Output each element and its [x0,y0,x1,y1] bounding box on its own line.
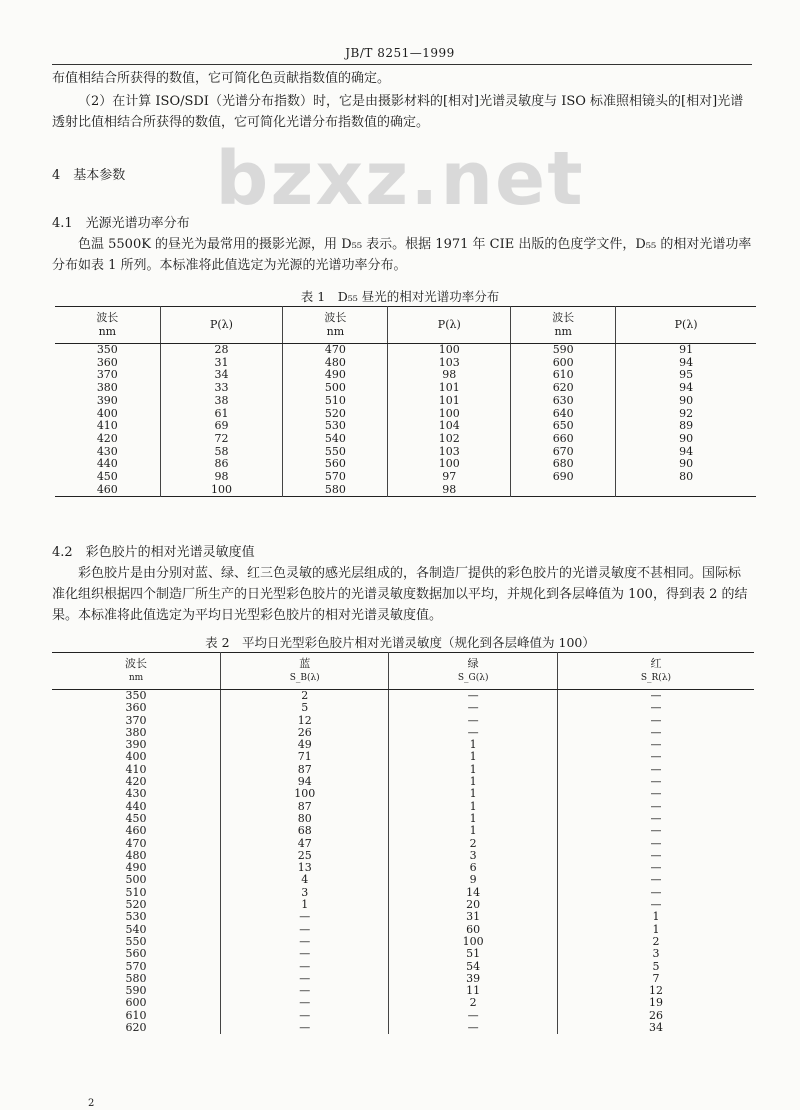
table-cell: 9 [389,874,557,886]
table-cell: 360 [125,701,147,715]
table-cell: 100 [388,344,511,357]
table-cell: 430 [96,444,118,458]
table-cell: — [220,948,388,960]
table-cell: 380 [96,381,118,395]
table-cell: 80 [616,471,756,484]
table-row [52,764,754,776]
table-cell: 630 [511,395,616,408]
table-row [55,420,756,433]
table-cell: — [220,911,388,923]
t1-h-unit: nm [326,325,345,338]
table-cell: 560 [125,947,147,961]
table-cell: 1 [389,776,557,788]
table-cell: 440 [125,799,147,813]
table-cell: 570 [125,959,147,973]
table-row [52,690,754,703]
table-cell: — [220,936,388,948]
table-cell: — [557,764,754,776]
table-row [52,739,754,751]
table-row [55,458,756,471]
table-cell: 90 [616,395,756,408]
table-cell: 1 [389,788,557,800]
table-cell: 25 [220,850,388,862]
table-cell: 34 [557,1022,754,1034]
table-cell: 31 [389,911,557,923]
table-cell: — [557,825,754,837]
table-cell: 520 [125,898,147,912]
table-cell: — [220,985,388,997]
table-cell: 370 [96,368,118,382]
table-cell: 470 [283,344,388,357]
table-cell: 3 [389,850,557,862]
table-cell: 1 [389,764,557,776]
t2-h-unit: nm [128,673,144,683]
table-cell: 440 [96,457,118,471]
table-cell: 86 [160,458,283,471]
t2-h-blue-sym: S_B(λ) [289,673,320,683]
table-cell: 33 [160,382,283,395]
table-cell: — [389,727,557,739]
t1-h-p: P(λ) [388,307,511,344]
table-cell: 95 [616,369,756,382]
table-cell [511,484,616,497]
section-4-heading: 4 基本参数 [52,168,126,183]
table-cell: 91 [616,344,756,357]
table-cell: 660 [511,433,616,446]
table-cell: 103 [388,446,511,459]
table-cell: 500 [283,382,388,395]
table-cell: — [220,924,388,936]
table-cell: 570 [283,471,388,484]
table-cell: 61 [160,408,283,421]
table-cell: 620 [511,382,616,395]
table-row [52,751,754,763]
table-row [52,1022,754,1034]
table-cell: 47 [220,838,388,850]
table-cell: 100 [388,458,511,471]
table-cell: 550 [283,446,388,459]
table-row [55,369,756,382]
table-cell: 580 [125,971,147,985]
table-row [52,936,754,948]
table-row [52,911,754,923]
table-cell: 520 [283,408,388,421]
table-cell: 2 [557,936,754,948]
table-2 [52,652,754,1034]
table-cell: 94 [616,382,756,395]
t2-h-green-sym: S_G(λ) [457,673,489,683]
t1-h-p: P(λ) [616,307,756,344]
table-cell: 470 [125,836,147,850]
table-cell: 90 [616,433,756,446]
table-cell: — [557,813,754,825]
table-row [52,702,754,714]
table-cell: 580 [283,484,388,497]
t1-h-wavelength: 波长 [324,311,347,324]
table-row [52,727,754,739]
table-cell: 71 [220,751,388,763]
table-row [52,961,754,973]
table-cell: 98 [160,471,283,484]
table-cell: — [557,739,754,751]
table-cell: 590 [125,984,147,998]
section-4-1-body: 色温 5500K 的昼光为最常用的摄影光源，用 D₅₅ 表示。根据 1971 年 CIE 出版的色度学文件，D₅₅ 的相对光谱功率分布如表 1 所列。本标准将此值选定为光源的光谱功率分布。 [52,237,752,273]
table-cell: 530 [125,910,147,924]
table-cell: 500 [125,873,147,887]
table-cell: 610 [125,1008,147,1022]
table-cell: — [557,887,754,899]
table-cell: 460 [96,482,118,496]
table-cell: — [220,1022,388,1034]
table-cell: 12 [557,985,754,997]
table-cell: 89 [616,420,756,433]
table-cell: 87 [220,801,388,813]
table-cell: 610 [511,369,616,382]
table-cell: 98 [388,369,511,382]
table-cell: 31 [160,357,283,370]
table-cell: 360 [96,355,118,369]
table-cell: 94 [616,357,756,370]
table-cell: — [557,838,754,850]
table-cell: 51 [389,948,557,960]
table-cell: 490 [125,861,147,875]
section-4-2-heading: 4.2 彩色胶片的相对光谱灵敏度值 [52,545,255,560]
table-cell: 3 [557,948,754,960]
table-cell: 690 [511,471,616,484]
table-cell: 6 [389,862,557,874]
table-cell: — [557,801,754,813]
t2-h-green: 绿 [467,657,479,670]
table-cell: 540 [283,433,388,446]
table-cell: 80 [220,813,388,825]
table-cell: 350 [125,689,147,702]
table-cell: 480 [125,848,147,862]
table-cell: — [557,727,754,739]
table-row [52,715,754,727]
table-cell: 600 [511,357,616,370]
table-row [55,433,756,446]
table-cell: 450 [125,811,147,825]
table-cell: 5 [557,961,754,973]
table-cell: — [389,1022,557,1034]
table-cell: 530 [283,420,388,433]
table-cell: 620 [125,1021,147,1035]
table-cell: 510 [283,395,388,408]
table-cell: — [389,702,557,714]
table-cell: — [389,715,557,727]
table-cell: 98 [388,484,511,497]
table-cell: 420 [125,775,147,789]
table-cell: 87 [220,764,388,776]
table-cell: 490 [283,369,388,382]
table-cell: 1 [389,801,557,813]
table-cell: 19 [557,997,754,1009]
table-cell: — [220,961,388,973]
table-cell: — [557,850,754,862]
table-cell: 390 [96,393,118,407]
table-cell: 410 [96,419,118,433]
table-row [55,484,756,497]
table-cell: 510 [125,885,147,899]
table-1 [55,306,756,497]
table-cell: — [557,776,754,788]
table-cell: — [220,1010,388,1022]
table-cell: 101 [388,395,511,408]
t2-h-wavelength: 波长 [124,657,147,670]
table-cell: 400 [125,750,147,764]
table-cell: 103 [388,357,511,370]
table-row [55,471,756,484]
table-cell: 92 [616,408,756,421]
table-cell: 2 [220,690,388,703]
table-cell: 640 [511,408,616,421]
table-cell: 97 [388,471,511,484]
table-cell: 410 [125,762,147,776]
table-row [52,997,754,1009]
table-cell: — [557,788,754,800]
table-cell: 13 [220,862,388,874]
page-number: 2 [88,1098,95,1109]
intro-line: 布值相结合所获得的数值，它可简化色贡献指数值的确定。 [52,71,391,86]
t2-h-red-sym: S_R(λ) [640,673,672,683]
t1-h-p: P(λ) [160,307,283,344]
table-cell: 1 [389,813,557,825]
table-cell: 54 [389,961,557,973]
table-cell: 350 [96,343,118,356]
table-row [52,862,754,874]
table-cell: 1 [389,825,557,837]
table-cell: — [220,997,388,1009]
table-row [55,408,756,421]
table-cell: 550 [125,934,147,948]
table-cell: 14 [389,887,557,899]
table-cell: 34 [160,369,283,382]
table-cell: 38 [160,395,283,408]
table-cell: 102 [388,433,511,446]
table-cell: 94 [616,446,756,459]
table-cell: 11 [389,985,557,997]
t1-h-wavelength: 波长 [96,311,119,324]
table-cell: 20 [389,899,557,911]
table-2-caption: 表 2 平均日光型彩色胶片相对光谱灵敏度（规化到各层峰值为 100） [205,635,595,650]
table-cell [616,484,756,497]
table-cell: 600 [125,996,147,1010]
table-cell: 100 [389,936,557,948]
table-cell: 26 [557,1010,754,1022]
table-cell: 69 [160,420,283,433]
table-cell: 1 [389,739,557,751]
table-cell: 90 [616,458,756,471]
table-cell: 390 [125,738,147,752]
table-row [52,899,754,911]
table-cell: 3 [220,887,388,899]
table-cell: — [220,973,388,985]
table-cell: 400 [96,406,118,420]
table-cell: — [557,862,754,874]
table-cell: 430 [125,787,147,801]
table-cell: 450 [96,470,118,484]
t2-h-red: 红 [650,657,662,670]
table-row [52,948,754,960]
document-header: JB/T 8251—1999 [345,46,455,60]
table-row [52,801,754,813]
table-cell: 58 [160,446,283,459]
table-cell: 420 [96,431,118,445]
section-4-2-body: 彩色胶片是由分别对蓝、绿、红三色灵敏的感光层组成的，各制造厂提供的彩色胶片的光谱灵敏度不甚相同。国际标准化组织根据四个制造厂所生产的日光型彩色胶片的光谱灵敏度数据加以平均，并规化到各层峰值为 100，得到表 2 的结果。本标准将此值选定为平均日光型彩色胶片的相对光谱灵敏度值。 [52,566,748,623]
table-cell: 72 [160,433,283,446]
table-cell: 1 [220,899,388,911]
table-cell: — [557,874,754,886]
table-cell: 28 [160,344,283,357]
t1-h-wavelength: 波长 [552,311,575,324]
table-cell: 100 [388,408,511,421]
table-cell: 49 [220,739,388,751]
table-row [52,887,754,899]
table-cell: 380 [125,725,147,739]
table-cell: 4 [220,874,388,886]
table-cell: 370 [125,713,147,727]
t1-h-unit: nm [98,325,117,338]
table-cell: 39 [389,973,557,985]
table-cell: — [557,690,754,703]
table-cell: 101 [388,382,511,395]
table-cell: 560 [283,458,388,471]
table-row [55,395,756,408]
table-cell: 94 [220,776,388,788]
table-cell: — [557,751,754,763]
t1-h-unit: nm [554,325,572,338]
table-cell: 7 [557,973,754,985]
table-cell: 5 [220,702,388,714]
table-1-header-row [55,307,756,344]
table-cell: 26 [220,727,388,739]
table-cell: 590 [511,344,616,357]
table-cell: 100 [160,484,283,497]
table-row [52,838,754,850]
table-row [52,788,754,800]
table-row [55,357,756,370]
section-4-1-heading: 4.1 光源光谱功率分布 [52,216,190,231]
table-cell: 104 [388,420,511,433]
table-row [55,344,756,357]
table-row [52,776,754,788]
table-cell: 2 [389,997,557,1009]
table-cell: 68 [220,825,388,837]
table-row [52,813,754,825]
table-row [52,874,754,886]
table-cell: 100 [220,788,388,800]
table-cell: 1 [557,911,754,923]
table-cell: 12 [220,715,388,727]
table-cell: 1 [389,751,557,763]
table-cell: — [557,899,754,911]
table-cell: 60 [389,924,557,936]
table-cell: 670 [511,446,616,459]
table-1-caption: 表 1 D₅₅ 昼光的相对光谱功率分布 [300,289,500,304]
table-row [52,825,754,837]
table-cell: 650 [511,420,616,433]
intro-paragraph-2: （2）在计算 ISO/SDI（光谱分布指数）时，它是由摄影材料的[相对]光谱灵敏度与 ISO 标准照相镜头的[相对]光谱透射比值相结合所获得的数值，它可简化光谱分布指数值的确定。 [52,94,744,130]
table-cell: 2 [389,838,557,850]
table-row [55,446,756,459]
header-rule [52,64,752,65]
watermark: bzxz.net [215,136,585,222]
table-cell: — [557,702,754,714]
table-2-header-row [52,653,754,690]
table-cell: 460 [125,824,147,838]
t2-h-blue: 蓝 [299,657,311,670]
table-cell: — [389,1010,557,1022]
table-row [55,382,756,395]
table-row [52,850,754,862]
table-cell: 1 [557,924,754,936]
table-cell: — [389,690,557,703]
table-cell: — [557,715,754,727]
table-cell: 480 [283,357,388,370]
table-cell: 540 [125,922,147,936]
table-row [52,924,754,936]
table-cell: 680 [511,458,616,471]
